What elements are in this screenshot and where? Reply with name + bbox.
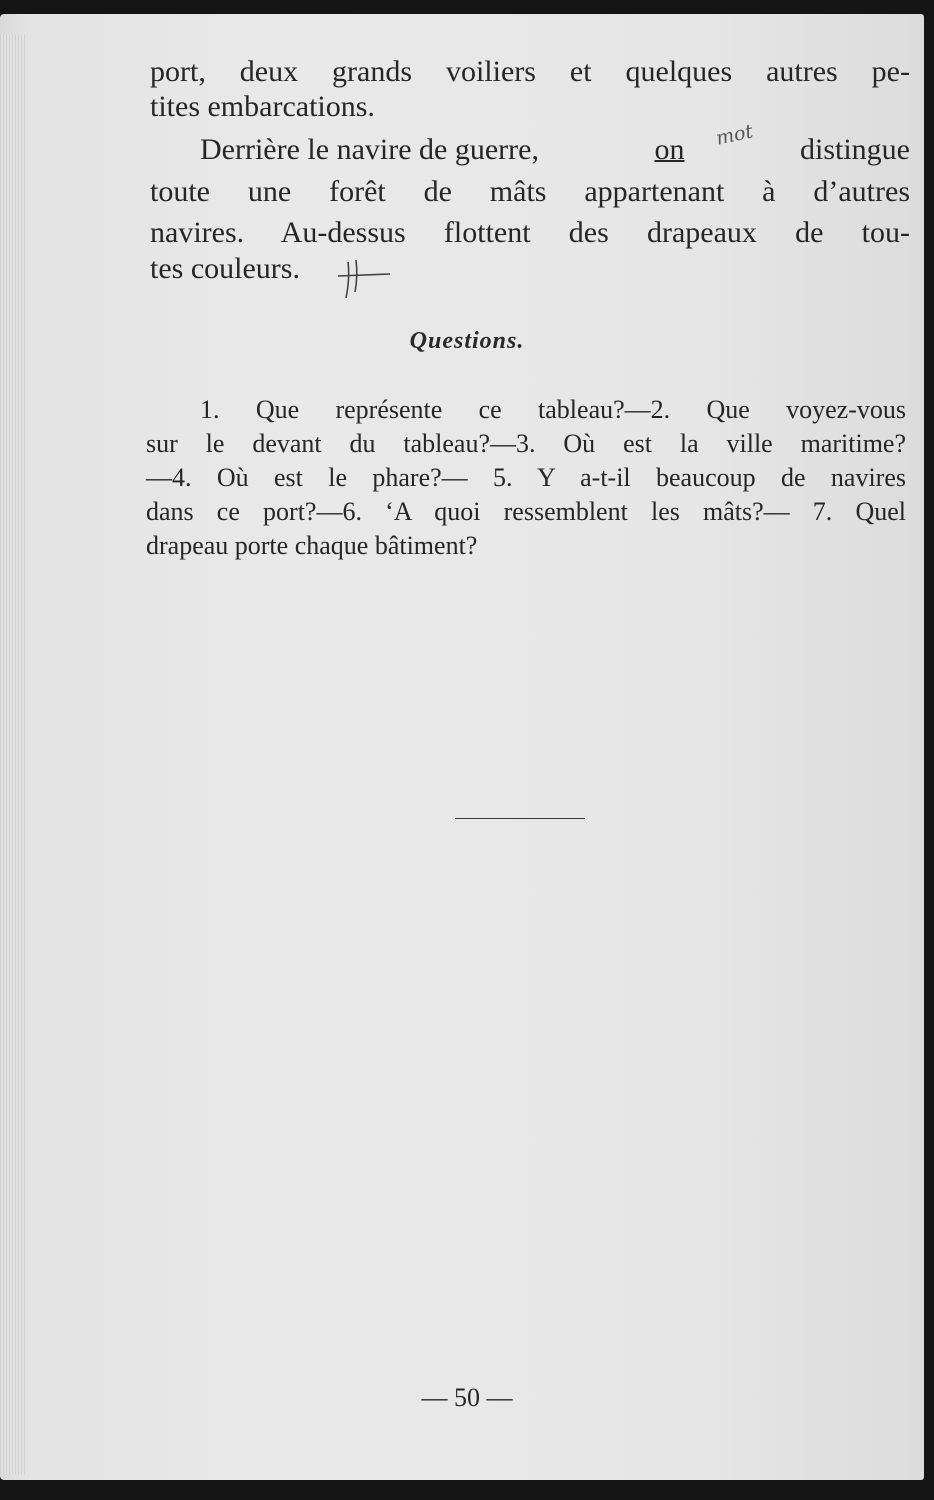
annotated-word-on: on <box>654 133 685 166</box>
paragraph-line-6: tes couleurs. <box>150 252 300 285</box>
paragraph-line-2: tites embarcations. <box>150 90 375 123</box>
section-heading: Questions. <box>409 328 525 354</box>
paragraph-line-4: toute une forêt de mâts appartenant à d’autres <box>150 175 910 208</box>
section-divider <box>455 818 585 819</box>
question-line-4: dans ce port?—6. ‘A quoi ressemblent les mâts?— 7. Quel <box>146 497 906 526</box>
paragraph-mark-icon <box>336 256 392 300</box>
paragraph-line-3 <box>200 135 910 165</box>
page-number: — 50 — <box>421 1383 513 1412</box>
question-line-3: —4. Où est le phare?— 5. Y a-t-il beaucoup de navires <box>146 463 906 492</box>
paragraph-line-1: port, deux grands voiliers et quelques autres pe- <box>150 55 910 88</box>
question-line-5: drapeau porte chaque bâtiment? <box>146 531 478 560</box>
paragraph-line-3-start: Derrière le navire de guerre, <box>200 133 539 166</box>
question-line-2: sur le devant du tableau?—3. Où est la ville maritime? <box>146 429 906 458</box>
handwritten-annotation-mot: mot <box>714 120 755 150</box>
paragraph-line-3-end: distingue <box>799 133 910 166</box>
question-line-1: 1. Que représente ce tableau?—2. Que voyez-vous <box>200 395 906 424</box>
paragraph-line-5: navires. Au-dessus flottent des drapeaux de tou- <box>150 216 910 249</box>
page-edge-stack <box>0 34 26 1474</box>
